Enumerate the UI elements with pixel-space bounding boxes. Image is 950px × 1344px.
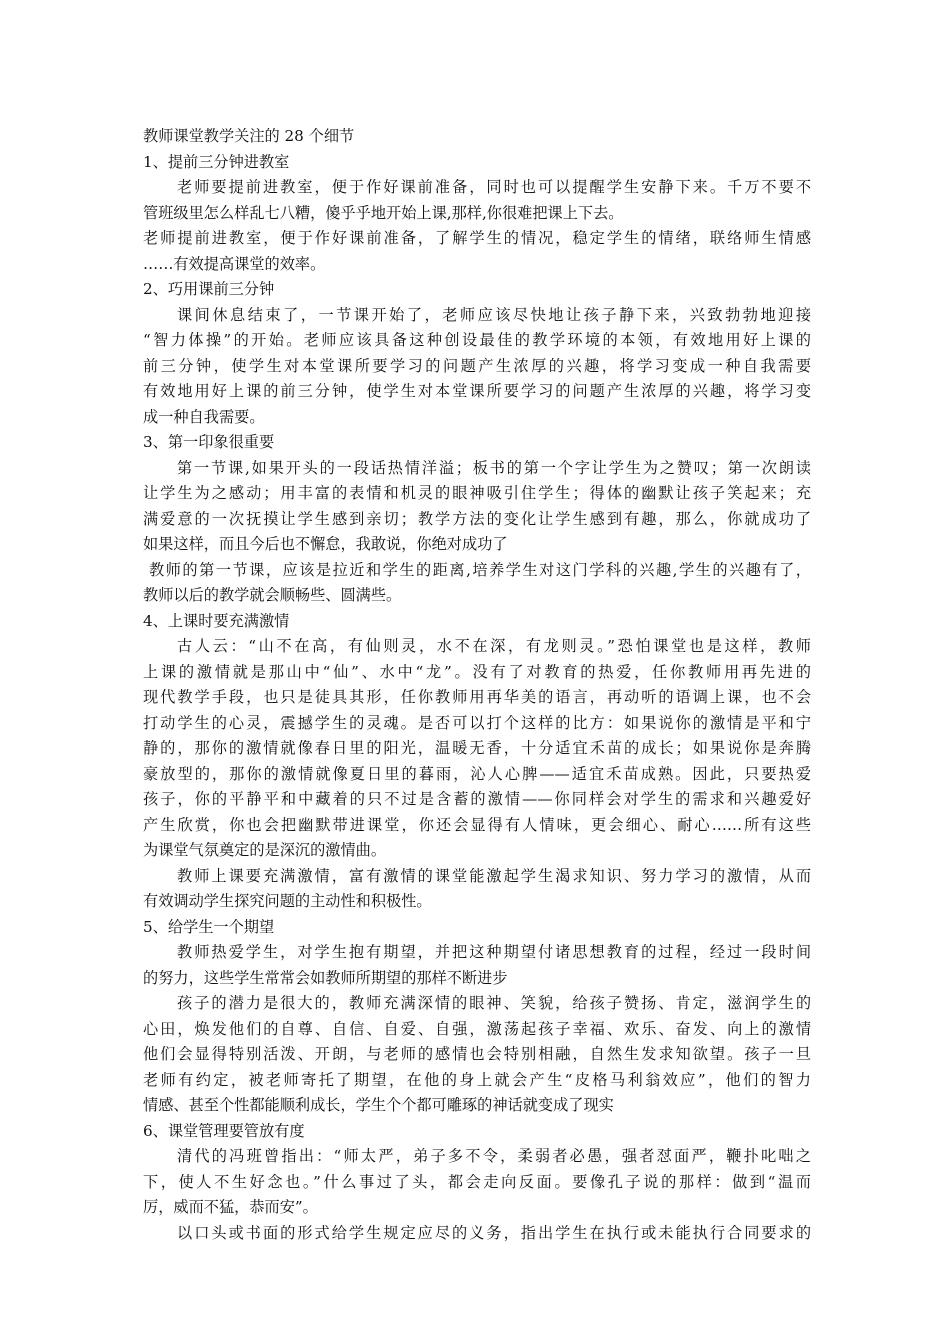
text-line: 清代的冯班曾指出：“师太严，弟子多不令，柔弱者必愚，强者怼面严，鞭扑叱咄之 bbox=[177, 1147, 811, 1165]
text-line: 古人云：“山不在高，有仙则灵，水不在深，有龙则灵。”恐怕课堂也是这样，教师 bbox=[177, 637, 811, 655]
text-line: 满爱意的一次抚摸让学生感到亲切；教学方法的变化让学生感到有趣，那么，你就成功了 bbox=[143, 509, 811, 528]
document-title: 教师课堂教学关注的 28 个细节 bbox=[143, 127, 355, 145]
text-line: 有效调动学生探究问题的主动性和积极性。 bbox=[143, 892, 432, 910]
section-heading: 4、上课时要充满激情 bbox=[143, 611, 290, 630]
section-heading: 6、课堂管理要管放有度 bbox=[143, 1121, 305, 1140]
text-line: 上课的激情就是那山中“仙”、水中“龙”。没有了对教育的热爱，任你教师用再先进的 bbox=[143, 662, 811, 681]
text-line: 教师上课要充满激情，富有激情的课堂能激起学生渴求知识、努力学习的激情，从而 bbox=[177, 866, 811, 885]
text-line: 管班级里怎么样乱七八糟，傻乎乎地开始上课,那样,你很难把课上下去。 bbox=[143, 203, 624, 222]
text-line: “智力体操”的开始。老师应该具备这种创设最佳的教学环境的本领，有效地用好上课的 bbox=[143, 331, 811, 349]
text-line: 打动学生的心灵，震撼学生的灵魂。是否可以打个这样的比方：如果说你的激情是平和宁 bbox=[143, 713, 811, 732]
text-line: 课间休息结束了，一节课开始了，老师应该尽快地让孩子静下来，兴致勃勃地迎接 bbox=[177, 305, 811, 324]
section-heading: 3、第一印象很重要 bbox=[143, 433, 275, 451]
text-line: 教师的第一节课，应该是拉近和学生的距离,培养学生对这门学科的兴趣,学生的兴趣有了， bbox=[149, 560, 811, 579]
text-line: 教师热爱学生，对学生抱有期望，并把这种期望付诸思想教育的过程，经过一段时间 bbox=[177, 943, 811, 961]
text-line: 第一节课,如果开头的一段话热情洋溢；板书的第一个字让学生为之赞叹；第一次朗读 bbox=[177, 458, 811, 477]
document-page bbox=[143, 124, 811, 1246]
text-line: 下，使人不生好念也。”什么事过了头，都会走向反面。要像孔子说的那样：做到“温而 bbox=[143, 1172, 811, 1191]
text-line: 情感、甚至个性都能顺利成长，学生个个都可雕琢的神话就变成了现实 bbox=[143, 1096, 614, 1114]
text-line: 的努力，这些学生常常会如教师所期望的那样不断进步 bbox=[143, 968, 508, 987]
section-heading: 1、提前三分钟进教室 bbox=[143, 152, 290, 171]
text-line: 前三分钟，使学生对本堂课所要学习的问题产生浓厚的兴趣，将学习变成一种自我需要 bbox=[143, 356, 811, 375]
text-line: 孩子的潜力是很大的，教师充满深情的眼神、笑貌，给孩子赞扬、肯定，滋润学生的 bbox=[177, 994, 811, 1012]
text-line: 静的，那你的激情就像春日里的阳光，温暖无香，十分适宜禾苗的成长；如果说你是奔腾 bbox=[143, 739, 811, 757]
text-line: 豪放型的，那你的激情就像夏日里的暮雨，沁人心脾——适宜禾苗成熟。因此，只要热爱 bbox=[143, 764, 811, 783]
text-line: 心田，焕发他们的自尊、自信、自爱、自强，激荡起孩子幸福、欢乐、奋发、向上的激情 bbox=[143, 1019, 811, 1038]
text-line: 孩子，你的平静平和中藏着的只不过是含蓄的激情——你同样会对学生的需求和兴趣爱好 bbox=[143, 790, 811, 808]
text-line: 如果这样，而且今后也不懈怠，我敢说，你绝对成功了 bbox=[143, 535, 508, 553]
section-heading: 2、巧用课前三分钟 bbox=[143, 280, 275, 298]
section-heading: 5、给学生一个期望 bbox=[143, 917, 275, 936]
text-line: ……有效提高课堂的效率。 bbox=[143, 254, 326, 273]
text-line: 老师提前进教室，便于作好课前准备，了解学生的情况，稳定学生的情绪，联络师生情感 bbox=[143, 229, 811, 247]
text-line: 教师以后的教学就会顺畅些、圆满些。 bbox=[143, 586, 402, 604]
text-line: 现代教学手段，也只是徒具其形，任你教师用再华美的语言，再动听的语调上课，也不会 bbox=[143, 688, 811, 706]
text-line: 让学生为之感动；用丰富的表情和机灵的眼神吸引住学生；得体的幽默让孩子笑起来；充 bbox=[143, 484, 811, 502]
text-line: 老师有约定，被老师寄托了期望，在他的身上就会产生“皮格马利翁效应”，他们的智力 bbox=[143, 1070, 811, 1089]
text-line: 有效地用好上课的前三分钟，使学生对本堂课所要学习的问题产生浓厚的兴趣，将学习变 bbox=[143, 382, 811, 400]
text-line: 老师要提前进教室，便于作好课前准备，同时也可以提醒学生安静下来。千万不要不 bbox=[177, 178, 811, 196]
text-line: 他们会显得特别活泼、开朗，与老师的感情也会特别相融，自然生发求知欲望。孩子一旦 bbox=[143, 1045, 811, 1063]
text-line: 厉，威而不猛，恭而安”。 bbox=[143, 1198, 318, 1216]
text-line: 以口头或书面的形式给学生规定应尽的义务，指出学生在执行或未能执行合同要求的 bbox=[177, 1223, 811, 1242]
text-line: 为课堂气氛奠定的是深沉的激情曲。 bbox=[143, 841, 386, 859]
text-line: 成一种自我需要。 bbox=[143, 407, 265, 426]
text-line: 产生欣赏，你也会把幽默带进课堂，你还会显得有人情味，更会细心、耐心……所有这些 bbox=[143, 815, 811, 834]
